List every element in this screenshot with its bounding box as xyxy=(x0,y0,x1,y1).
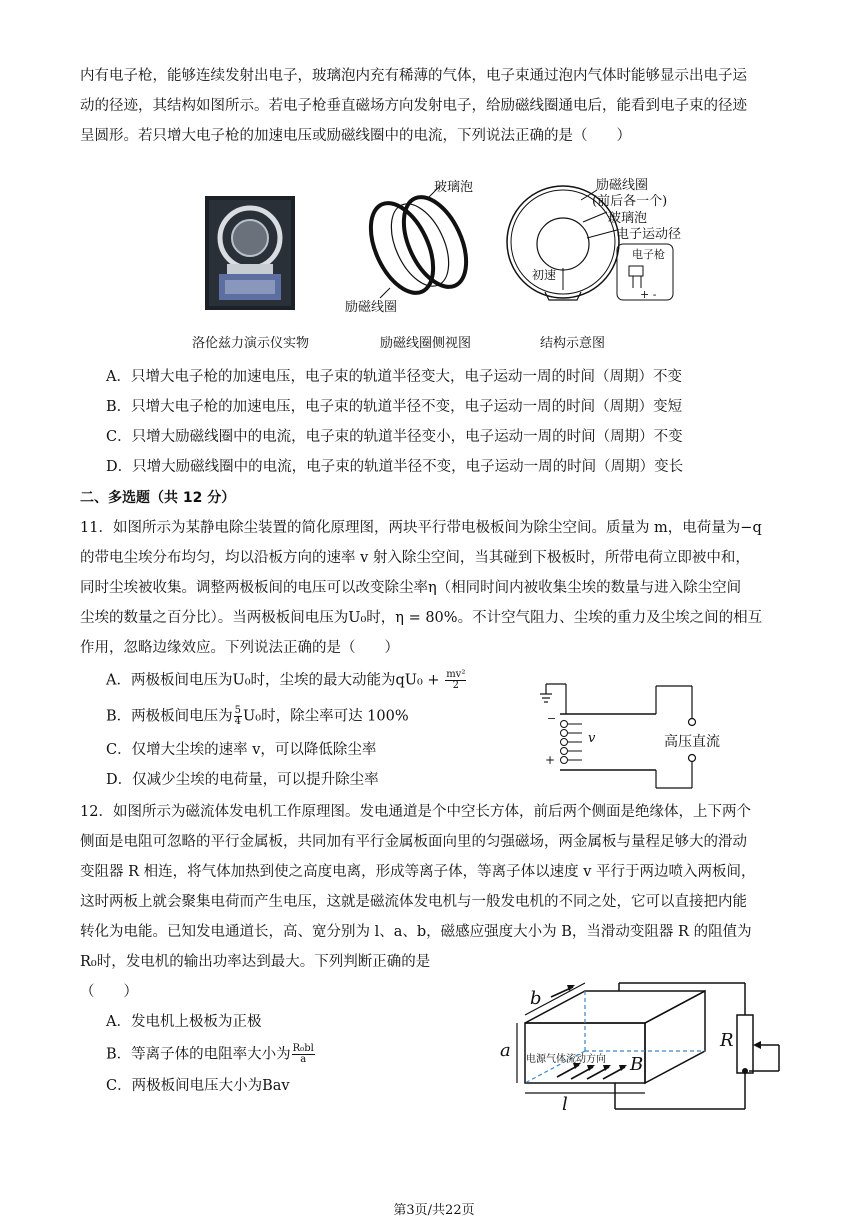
q12-option-b xyxy=(106,1044,316,1065)
q10-option-b: B．只增大电子枪的加速电压，电子束的轨道半径不变，电子运动一周的时间（周期）变短 xyxy=(106,399,683,415)
q12-stem-line-3: 变阻器 R 相连，将气体加热到使之高度电离，形成等离子体，等离子体以速度 v 平行于两边喷入两板间， xyxy=(80,864,756,880)
label-width-b: b xyxy=(530,988,542,1009)
q12-stem-line-5: 转化为电能。已知发电通道长，高、宽分别为 l、a、b，磁感应强度大小为 B，当滑动变阻器 R 的阻值为 xyxy=(80,924,752,940)
q11-option-c: C．仅增大尘埃的速率 v，可以降低除尘率 xyxy=(106,742,377,758)
lorentz-demo-photo xyxy=(205,196,295,310)
label-bulb-2: 玻璃泡 xyxy=(608,211,648,226)
q11-option-d: D．仅减少尘埃的电荷量，可以提升除尘率 xyxy=(106,772,379,788)
caption-photo: 洛伦兹力演示仪实物 xyxy=(192,336,310,351)
q12-stem-line-2: 侧面是电阻可忽略的平行金属板，共同加有平行金属板面向里的匀强磁场，两金属板与量程足够大的滑动 xyxy=(80,834,747,850)
label-resistor-r: R xyxy=(720,1030,734,1051)
label-length-l: l xyxy=(562,1094,568,1115)
q11-stem-line-2: 的带电尘埃分布均匀，均以沿板方向的速率 v 射入除尘空间，当其碰到下极板时，所带电荷立即被中和， xyxy=(80,550,750,566)
q12-stem-line-1: 12．如图所示为磁流体发电机工作原理图。发电通道是个中空长方体，前后两个侧面是绝缘体，上下两个 xyxy=(80,804,751,820)
q11-option-a xyxy=(106,670,467,691)
label-velocity: v xyxy=(588,731,596,746)
q10-option-a: A．只增大电子枪的加速电压，电子束的轨道半径变大，电子运动一周的时间（周期）不变 xyxy=(106,369,682,385)
q11-option-b xyxy=(106,706,409,727)
label-minus: − xyxy=(547,712,557,725)
q12-option-a: A．发电机上极板为正极 xyxy=(106,1014,262,1030)
q10-stem-line-2: 动的径迹，其结构如图所示。若电子枪垂直磁场方向发射电子，给励磁线圈通电后，能看到电子束的径迹 xyxy=(80,98,747,114)
label-coil-top: 励磁线圈 xyxy=(596,178,649,193)
label-v0: 初速 xyxy=(532,268,557,282)
q11-option-b-text-2: U₀时，除尘率可达 100% xyxy=(243,708,409,725)
q10-option-c: C．只增大励磁线圈中的电流，电子束的轨道半径变小，电子运动一周的时间（周期）不变 xyxy=(106,429,683,445)
label-path: 电子运动径 xyxy=(616,227,682,242)
q11-option-b-fraction: $\frac{5}{4}$ xyxy=(234,705,242,727)
label-coil: 励磁线圈 xyxy=(345,300,398,315)
q12-stem-line-4: 这时两板上就会聚集电荷而产生电压，这就是磁流体发电机与一般发电机的不同之处，它可以直接把内能 xyxy=(80,894,747,910)
section-heading: 二、多选题（共 12 分） xyxy=(80,490,236,506)
q12-bracket: （ ） xyxy=(80,984,138,1000)
q12-option-c: C．两极板间电压大小为Bav xyxy=(106,1078,290,1094)
label-flow-direction: 电源气体流动方向 xyxy=(526,1054,606,1065)
label-field-b: B xyxy=(630,1054,644,1075)
label-coil-top-2: (前后各一个) xyxy=(592,194,668,209)
q10-option-d: D．只增大励磁线圈中的电流，电子束的轨道半径不变，电子运动一周的时间（周期）变长 xyxy=(106,459,684,475)
q11-stem-line-3: 同时尘埃被收集。调整两极板间的电压可以改变除尘率η（相同时间内被收集尘埃的数量与进入除尘空间 xyxy=(80,580,742,596)
q11-stem-line-5: 作用，忽略边缘效应。下列说法正确的是（ ） xyxy=(80,640,399,656)
q12-option-b-fraction: $\frac{\text{R₀bl}}{a}$ xyxy=(292,1043,314,1065)
q12-option-b-text: B．等离子体的电阻率大小为 xyxy=(106,1046,291,1063)
caption-structure: 结构示意图 xyxy=(540,336,606,351)
q10-stem-line-1: 内有电子枪，能够连续发射出电子，玻璃泡内充有稀薄的气体，电子束通过泡内气体时能够显示出电子运 xyxy=(80,68,747,84)
label-plus: + xyxy=(545,753,556,767)
q11-stem-line-1: 11．如图所示为某静电除尘装置的简化原理图，两块平行带电极板间为除尘空间。质量为 m，电荷量为−q xyxy=(80,520,762,536)
label-height-a: a xyxy=(500,1040,511,1061)
q11-stem-line-4: 尘埃的数量之百分比）。当两极板间电压为U₀时，η = 80%。不计空气阻力、尘埃的重力及尘埃之间的相互 xyxy=(80,610,763,626)
q10-stem-line-3: 呈圆形。若只增大电子枪的加速电压或励磁线圈中的电流，下列说法正确的是（ ） xyxy=(80,128,631,144)
q11-option-b-text: B．两极板间电压为 xyxy=(106,708,233,725)
label-gun: 电子枪 xyxy=(632,248,665,261)
q12-stem-line-6: R₀时，发电机的输出功率达到最大。下列判断正确的是 xyxy=(80,954,431,970)
label-plus-minus: + - xyxy=(640,288,657,301)
q11-option-a-fraction: $\frac{\text{mv²}}{2}$ xyxy=(446,669,466,691)
q11-option-a-text: A．两极板间电压为U₀时，尘埃的最大动能为qU₀ + xyxy=(106,672,445,689)
caption-coil-side: 励磁线圈侧视图 xyxy=(380,336,472,351)
label-bulb: 玻璃泡 xyxy=(434,180,474,195)
label-high-voltage-dc: 高压直流 xyxy=(664,734,720,750)
page-number: 第3页/共22页 xyxy=(393,1203,475,1218)
